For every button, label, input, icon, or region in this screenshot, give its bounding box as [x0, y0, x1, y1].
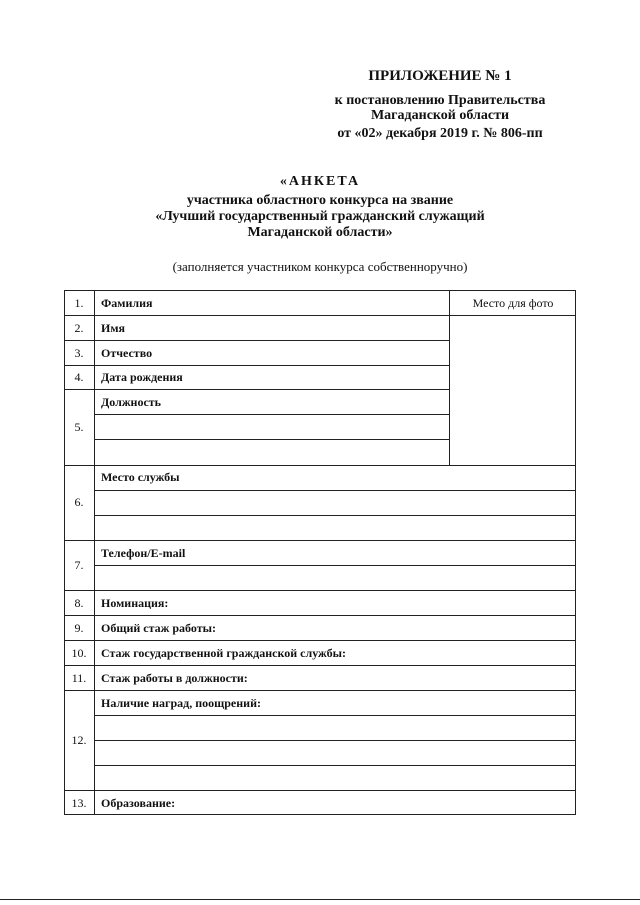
row-number: 4. [74, 370, 84, 384]
field-label-position: Должность [101, 395, 162, 409]
resolution-date: от «02» декабря 2019 г. № 806-пп [337, 126, 543, 141]
row-number: 7. [74, 558, 84, 572]
scan-edge-line [0, 899, 640, 900]
position-field[interactable] [95, 415, 448, 465]
field-label-position-experience: Стаж работы в должности: [101, 671, 248, 685]
row-number: 11. [71, 671, 87, 685]
birth-date-field[interactable] [200, 366, 448, 389]
row-number: 1. [74, 296, 84, 310]
resolution-line: к постановлению Правительства [334, 93, 546, 108]
education-field[interactable] [190, 791, 575, 814]
name-field[interactable] [140, 316, 448, 340]
region-line: Магаданской области [370, 108, 510, 123]
field-label-name: Имя [101, 321, 125, 335]
row-number: 3. [74, 346, 84, 360]
nomination-field[interactable] [180, 591, 575, 615]
position-experience-field[interactable] [300, 666, 575, 690]
form-subtitle-1: участника областного конкурса на звание [186, 193, 454, 208]
form-title: «АНКЕТА [279, 174, 361, 189]
form-subtitle-3: Магаданской области» [247, 225, 393, 240]
row-number: 5. [74, 420, 84, 434]
awards-field[interactable] [95, 716, 575, 790]
field-label-phone-email: Телефон/E-mail [101, 546, 186, 560]
workplace-field[interactable] [95, 491, 575, 540]
surname-field[interactable] [170, 291, 448, 315]
form-subtitle-2: «Лучший государственный гражданский служащий [155, 209, 485, 224]
row-number: 9. [74, 621, 84, 635]
field-label-surname: Фамилия [101, 296, 153, 310]
field-label-patronymic: Отчество [101, 346, 153, 360]
field-label-awards: Наличие наград, поощрений: [101, 696, 261, 710]
photo-area[interactable] [450, 316, 575, 465]
field-label-education: Образование: [101, 796, 176, 810]
row-number: 6. [74, 495, 84, 509]
row-number: 10. [71, 646, 87, 660]
field-label-birth-date: Дата рождения [101, 370, 183, 384]
row-number: 12. [71, 733, 87, 747]
field-label-total-experience: Общий стаж работы: [101, 621, 216, 635]
row-number: 2. [74, 321, 84, 335]
patronymic-field[interactable] [170, 341, 448, 365]
fill-instruction: (заполняется участником конкурса собственноручно) [172, 259, 468, 274]
total-experience-field[interactable] [230, 616, 575, 640]
row-number: 13. [71, 796, 87, 810]
field-label-civil-service-experience: Стаж государственной гражданской службы: [101, 646, 346, 660]
field-label-nomination: Номинация: [101, 596, 169, 610]
row-number: 8. [74, 596, 84, 610]
field-label-workplace: Место службы [101, 470, 180, 484]
phone-email-field[interactable] [95, 566, 575, 590]
appendix-number: ПРИЛОЖЕНИЕ № 1 [368, 68, 512, 84]
photo-placeholder-label: Место для фото [472, 296, 554, 310]
civil-service-experience-field[interactable] [370, 641, 575, 665]
